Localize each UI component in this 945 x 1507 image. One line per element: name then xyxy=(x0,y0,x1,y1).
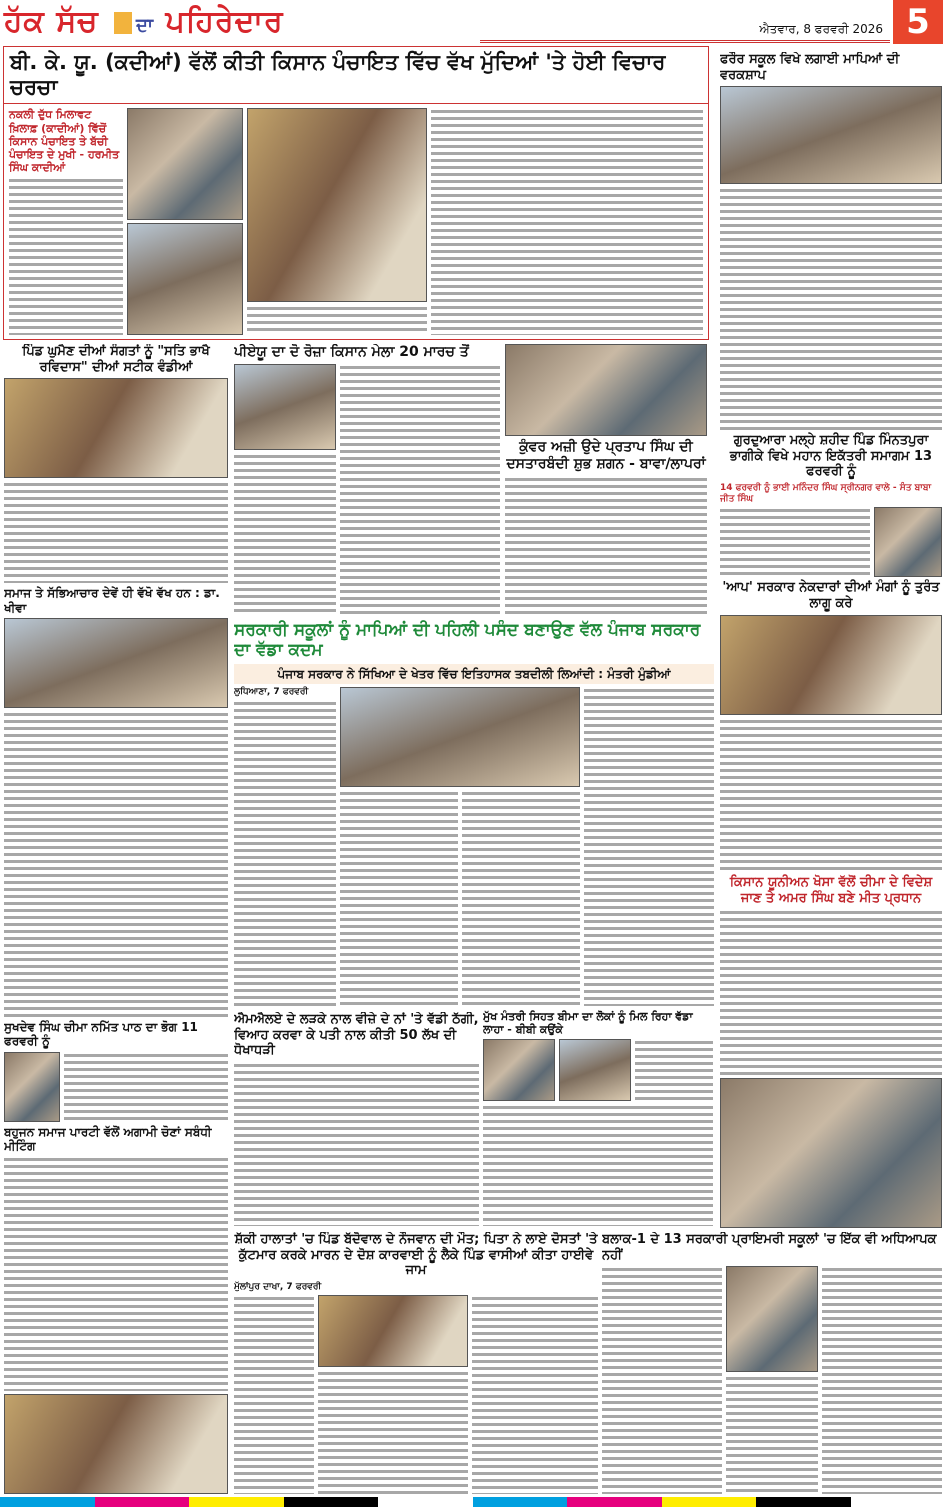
body-text xyxy=(4,711,228,1017)
photo xyxy=(726,1266,818,1372)
body-text xyxy=(720,187,942,430)
body-text xyxy=(247,305,427,335)
headline: 'ਆਪ' ਸਰਕਾਰ ਨੇਕਦਾਰਾਂ ਦੀਆਂ ਮੰਗਾਂ ਨੂੰ ਤੁਰੰਤ ਲਾਗੂ ਕਰੇ xyxy=(722,580,940,612)
article-death xyxy=(234,1232,598,1494)
article-bku xyxy=(3,46,709,340)
body-text xyxy=(720,909,942,1075)
headline: ਸੁਖਦੇਵ ਸਿੰਘ ਚੀਮਾ ਨਮਿੱਤ ਪਾਠ ਦਾ ਭੋਗ 11 ਫਰਵਰੀ ਨੂੰ xyxy=(4,1019,198,1049)
right-column xyxy=(720,52,942,1228)
photo xyxy=(127,108,243,220)
article-kunwar xyxy=(505,344,707,614)
article-schools xyxy=(234,620,714,1006)
article-health xyxy=(483,1010,713,1226)
body-text xyxy=(4,481,228,583)
subheadline: ਨਕਲੀ ਦੁੱਧ ਮਿਲਾਵਟ ਖ਼ਿਲਾਫ਼ (ਕਾਦੀਆਂ) ਵਿੱਚੋਂ ਕਿਸਾਨ ਪੰਚਾਇਤ ਤੇ ਬੱਚੀ ਪੰਚਾਇਤ ਦੇ ਮੁਖੀ - ਹਰਮੀਤ ਸਿੰਘ ਕਾਦੀਆਂ xyxy=(9,108,120,175)
body-text xyxy=(431,108,703,335)
article-mla xyxy=(234,1012,479,1226)
body-text xyxy=(720,718,942,873)
body-text xyxy=(340,364,500,614)
photo xyxy=(4,1052,60,1122)
photo xyxy=(318,1295,468,1367)
body-text xyxy=(318,1370,468,1494)
body-text xyxy=(505,476,707,614)
headline: ਸਮਾਜ ਤੇ ਸੱਭਿਆਚਾਰ ਦੇਵੇਂ ਹੀ ਵੱਖੋ ਵੱਖ ਹਨ : ਡਾ. ਖੀਵਾ xyxy=(4,586,220,615)
color-registration-bar xyxy=(0,1497,945,1507)
photo xyxy=(559,1039,631,1101)
photo xyxy=(483,1039,555,1101)
body-text xyxy=(822,1266,942,1494)
subheadline: ਪੰਜਾਬ ਸਰਕਾਰ ਨੇ ਸਿੱਖਿਆ ਦੇ ਖੇਤਰ ਵਿੱਚ ਇਤਿਹਾਸਕ ਤਬਦੀਲੀ ਲਿਆਂਦੀ : ਮੰਤਰੀ ਮੁੰਡੀਆਂ xyxy=(234,664,714,684)
headline: ਸਰਕਾਰੀ ਸਕੂਲਾਂ ਨੂੰ ਮਾਪਿਆਂ ਦੀ ਪਹਿਲੀ ਪਸੰਦ ਬਣਾਉਣ ਵੱਲ ਪੰਜਾਬ ਸਰਕਾਰ ਦਾ ਵੱਡਾ ਕਦਮ xyxy=(234,620,701,661)
logo-text-2: ਦਾ xyxy=(135,15,155,36)
photo xyxy=(127,223,243,335)
headline: ਬਹੁਜਨ ਸਮਾਜ ਪਾਰਟੀ ਵੱਲੋਂ ਅਗਾਮੀ ਚੋਣਾਂ ਸਬੰਧੀ ਮੀਟਿੰਗ xyxy=(4,1124,212,1154)
dateline: ਲੁਧਿਆਣਾ, 7 ਫਰਵਰੀ xyxy=(234,687,309,698)
body-text xyxy=(9,177,123,335)
photo xyxy=(505,344,707,436)
body-text xyxy=(726,1375,818,1494)
headline: ਬਲਾਕ-1 ਦੇ 13 ਸਰਕਾਰੀ ਪ੍ਰਾਇਮਰੀ ਸਕੂਲਾਂ 'ਚ ਇੱਕ ਵੀ ਅਧਿਆਪਕ ਨਹੀਂ xyxy=(602,1232,937,1263)
headline: ਐਮਐਲਏ ਦੇ ਲੜਕੇ ਨਾਲ ਵੀਜ਼ੇ ਦੇ ਨਾਂ 'ਤੇ ਵੱਡੀ ਠੱਗੀ, ਵਿਆਹ ਕਰਵਾ ਕੇ ਪਤੀ ਨਾਲ ਕੀਤੀ 50 ਲੱਖ ਦੀ ਧੋਖਾਧੜੀ xyxy=(234,1012,479,1059)
body-text xyxy=(234,453,336,614)
masthead-rule xyxy=(480,40,890,43)
photo xyxy=(340,687,580,787)
issue-date: ਐਤਵਾਰ, 8 ਫਰਵਰੀ 2026 xyxy=(759,22,883,36)
body-text xyxy=(720,507,870,577)
headline: ਬੀ. ਕੇ. ਯੂ. (ਕਦੀਆਂ) ਵੱਲੋਂ ਕੀਤੀ ਕਿਸਾਨ ਪੰਚਾਇਤ ਵਿੱਚ ਵੱਖ ਮੁੱਦਿਆਂ 'ਤੇ ਹੋਈ ਵਿਚਾਰ ਚਰਚਾ xyxy=(4,47,708,104)
dateline: ਮੁੱਲਾਂਪੁਰ ਦਾਖਾ, 7 ਫਰਵਰੀ xyxy=(234,1281,322,1292)
logo-text-3: ਪਹਿਰੇਦਾਰ xyxy=(165,4,284,39)
photo xyxy=(4,618,228,708)
headline: ਸ਼ੱਕੀ ਹਾਲਾਤਾਂ 'ਚ ਪਿੰਡ ਬੱਦੋਵਾਲ ਦੇ ਨੌਜਵਾਨ ਦੀ ਮੌਤ; ਪਿਤਾ ਨੇ ਲਾਏ ਦੋਸਤਾਂ 'ਤੇ ਕੁੱਟਮਾਰ ਕਰਕੇ ਮਾਰਨ ਦੇ ਦੋਸ਼ ਕਾਰਵਾਈ ਨੂੰ ਲੈਕੇ ਪਿੰਡ ਵਾਸੀਆਂ ਕੀਤਾ ਹਾਈਵੇ ਜਾਮ xyxy=(234,1232,598,1279)
headline: ਪਿੰਡ ਘੁਮੈਣ ਦੀਆਂ ਸੰਗਤਾਂ ਨੂੰ "ਸਤਿ ਭਾਖੈ ਰਵਿਦਾਸ" ਦੀਆਂ ਸਟੀਕ ਵੰਡੀਆਂ xyxy=(22,344,210,375)
body-text xyxy=(4,1156,228,1391)
newspaper-logo xyxy=(4,4,284,39)
headline: ਪੀਏਯੂ ਦਾ ਦੋ ਰੋਜ਼ਾ ਕਿਸਾਨ ਮੇਲਾ 20 ਮਾਰਚ ਤੋਂ xyxy=(234,344,469,360)
photo xyxy=(720,86,942,184)
logo-text-1: ਹੱਕ ਸੱਚ xyxy=(4,4,99,39)
body-text xyxy=(64,1052,228,1122)
article-block xyxy=(602,1232,942,1494)
headline: ਮੁੱਖ ਮੰਤਰੀ ਸਿਹਤ ਬੀਮਾ ਦਾ ਲੋਕਾਂ ਨੂੰ ਮਿਲ ਰਿਹਾ ਵੱਡਾ ਲਾਹਾ - ਬੀਬੀ ਕਉਂਕੇ xyxy=(483,1010,693,1037)
body-text xyxy=(472,1295,598,1494)
photo xyxy=(4,1394,228,1494)
article-pau xyxy=(234,344,500,614)
body-text xyxy=(234,1062,479,1226)
body-text xyxy=(635,1039,713,1101)
headline: ਗੁਰਦੁਆਰਾ ਮਲ੍ਹੇ ਸ਼ਹੀਦ ਪਿੰਡ ਮਿੰਨਤਪੁਰਾ ਭਾਗੀਕੇ ਵਿਖੇ ਮਹਾਨ ਇਕੱਤਰੀ ਸਮਾਗਮ 13 ਫਰਵਰੀ ਨੂੰ xyxy=(729,433,933,480)
left-column xyxy=(4,344,228,1494)
headline: ਫਰੌਰ ਸਕੂਲ ਵਿਖੇ ਲਗਾਈ ਮਾਪਿਆਂ ਦੀ ਵਰਕਸ਼ਾਪ xyxy=(720,52,900,83)
flag-icon xyxy=(114,12,132,34)
body-text xyxy=(584,687,714,1006)
body-text xyxy=(234,700,336,1006)
photo xyxy=(247,108,427,302)
body-text xyxy=(234,1295,314,1494)
body-text xyxy=(483,1104,713,1226)
subheadline: 14 ਫਰਵਰੀ ਨੂੰ ਭਾਈ ਮਨਿੰਦਰ ਸਿੰਘ ਸ੍ਰੀਨਗਰ ਵਾਲੇ - ਸੰਤ ਬਾਬਾ ਜੀਤ ਸਿੰਘ xyxy=(720,482,932,504)
photo xyxy=(720,1078,942,1228)
photo xyxy=(234,364,336,450)
body-text xyxy=(462,790,580,1006)
photo xyxy=(874,507,942,577)
page-number: 5 xyxy=(893,0,943,44)
headline: ਕਿਸਾਨ ਯੂਨੀਅਨ ਖੋਸਾ ਵੱਲੋਂ ਚੀਮਾ ਦੇ ਵਿਦੇਸ਼ ਜਾਣ ਤੇ ਅਮਰ ਸਿੰਘ ਬਣੇ ਮੀਤ ਪ੍ਰਧਾਨ xyxy=(729,875,933,906)
headline: ਕੁੰਵਰ ਅਜ਼ੀ ਉਦੇ ਪ੍ਰਤਾਪ ਸਿੰਘ ਦੀ ਦਸਤਾਰਬੰਦੀ ਸ਼ੁਭ ਸ਼ਗਨ - ਬਾਵਾ/ਲਾਪਰਾਂ xyxy=(506,439,706,472)
body-text xyxy=(340,790,458,1006)
photo xyxy=(720,615,942,715)
photo xyxy=(4,378,228,478)
body-text xyxy=(602,1266,722,1494)
